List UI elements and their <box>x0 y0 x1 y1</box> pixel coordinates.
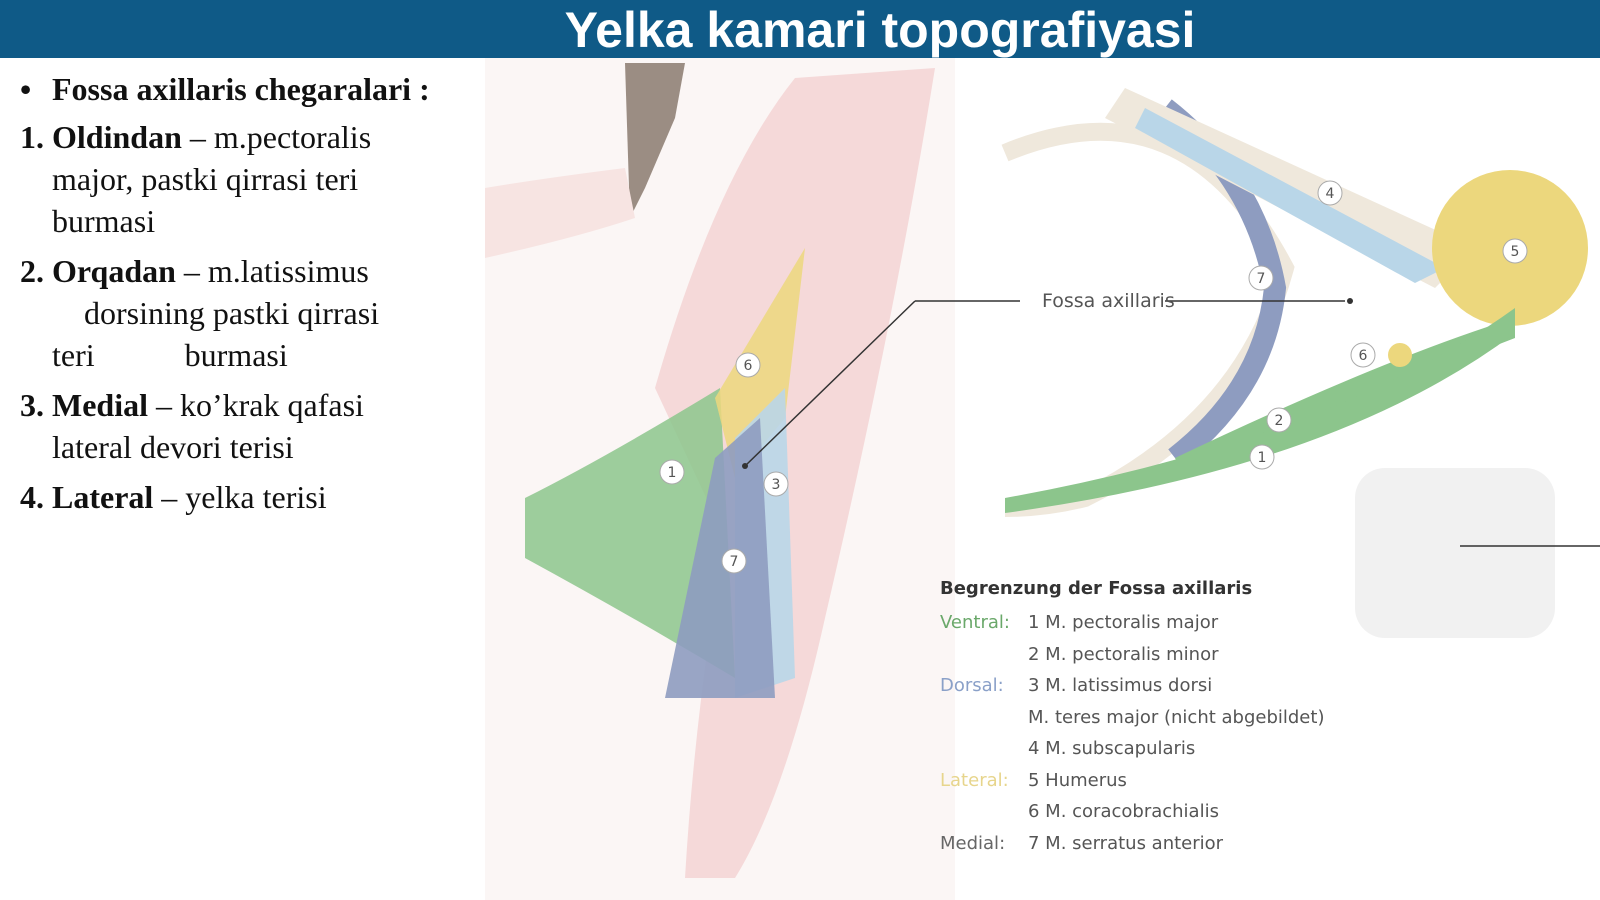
item-number: 4. <box>20 479 44 515</box>
marker-label: 7 <box>729 554 739 570</box>
fossa-label: Fossa axillaris <box>1042 290 1175 312</box>
marker-label: 5 <box>1510 244 1520 260</box>
item-text: burmasi <box>184 337 288 373</box>
list-item-2 <box>20 250 480 376</box>
legend-group: Dorsal: <box>940 675 1004 696</box>
item-term: Oldindan <box>52 119 182 155</box>
item-number: 3. <box>20 387 44 423</box>
legend-row <box>940 828 1400 860</box>
bullet-heading <box>20 68 480 110</box>
list-item-4 <box>20 476 480 518</box>
subscapularis-section <box>1135 108 1445 283</box>
item-term: Lateral <box>52 479 154 515</box>
marker-label: 3 <box>771 477 781 493</box>
marker-label: 1 <box>667 465 677 481</box>
marker-label: 6 <box>743 358 753 374</box>
legend-row <box>940 765 1400 797</box>
coracobrachialis-section <box>1388 343 1412 367</box>
item-text: burmasi <box>52 203 156 239</box>
legend-text: 3 M. latissimus dorsi <box>1028 675 1213 696</box>
legend-row <box>940 733 1400 765</box>
legend-row <box>940 702 1400 734</box>
item-text: teri <box>52 337 95 373</box>
list-item-3 <box>20 384 480 468</box>
legend-text: 1 M. pectoralis major <box>1028 612 1219 633</box>
pointer-dot <box>1347 298 1353 304</box>
item-text: lateral devori terisi <box>52 429 294 465</box>
legend-text: 6 M. coracobrachialis <box>1028 801 1219 822</box>
marker-label: 6 <box>1358 348 1368 364</box>
list-item-1 <box>20 116 480 242</box>
legend-title: Begrenzung der Fossa axillaris <box>940 578 1253 599</box>
legend-row <box>940 639 1400 671</box>
item-text: major, pastki qirrasi teri <box>52 161 359 197</box>
pointer-dot <box>742 463 748 469</box>
marker-label: 4 <box>1325 186 1335 202</box>
item-term: Medial <box>52 387 148 423</box>
title-bar <box>0 0 1600 58</box>
marker-label: 7 <box>1256 271 1266 287</box>
marker-label: 1 <box>1257 450 1267 466</box>
legend <box>940 578 1400 859</box>
legend-text: 2 M. pectoralis minor <box>1028 643 1219 665</box>
heading-text: Fossa axillaris chegaralari : <box>52 71 430 107</box>
legend-text: M. teres major (nicht abgebildet) <box>1028 706 1325 728</box>
item-term: Orqadan <box>52 253 176 289</box>
item-number: 2. <box>20 253 44 289</box>
bullet-dot-icon: • <box>20 71 32 107</box>
item-number: 1. <box>20 119 44 155</box>
legend-group: Medial: <box>940 832 1006 854</box>
legend-text: 7 M. serratus anterior <box>1028 832 1224 854</box>
marker-label: 2 <box>1274 413 1284 429</box>
item-text: dorsining pastki qirrasi <box>84 295 380 331</box>
legend-group: Lateral: <box>940 769 1009 791</box>
legend-text: 5 Humerus <box>1028 769 1127 791</box>
legend-row <box>940 607 1400 639</box>
item-text: – yelka terisi <box>153 479 327 515</box>
item-text: – m.latissimus <box>175 253 369 289</box>
slide-title: Yelka kamari topografiyasi <box>564 2 1196 58</box>
text-panel <box>20 68 480 526</box>
legend-text: 4 M. subscapularis <box>1028 738 1196 759</box>
item-text: – ko’krak qafasi <box>147 387 364 423</box>
legend-row <box>940 670 1400 702</box>
legend-row <box>940 796 1400 828</box>
legend-group: Ventral: <box>940 612 1010 633</box>
item-text: – m.pectoralis <box>181 119 372 155</box>
